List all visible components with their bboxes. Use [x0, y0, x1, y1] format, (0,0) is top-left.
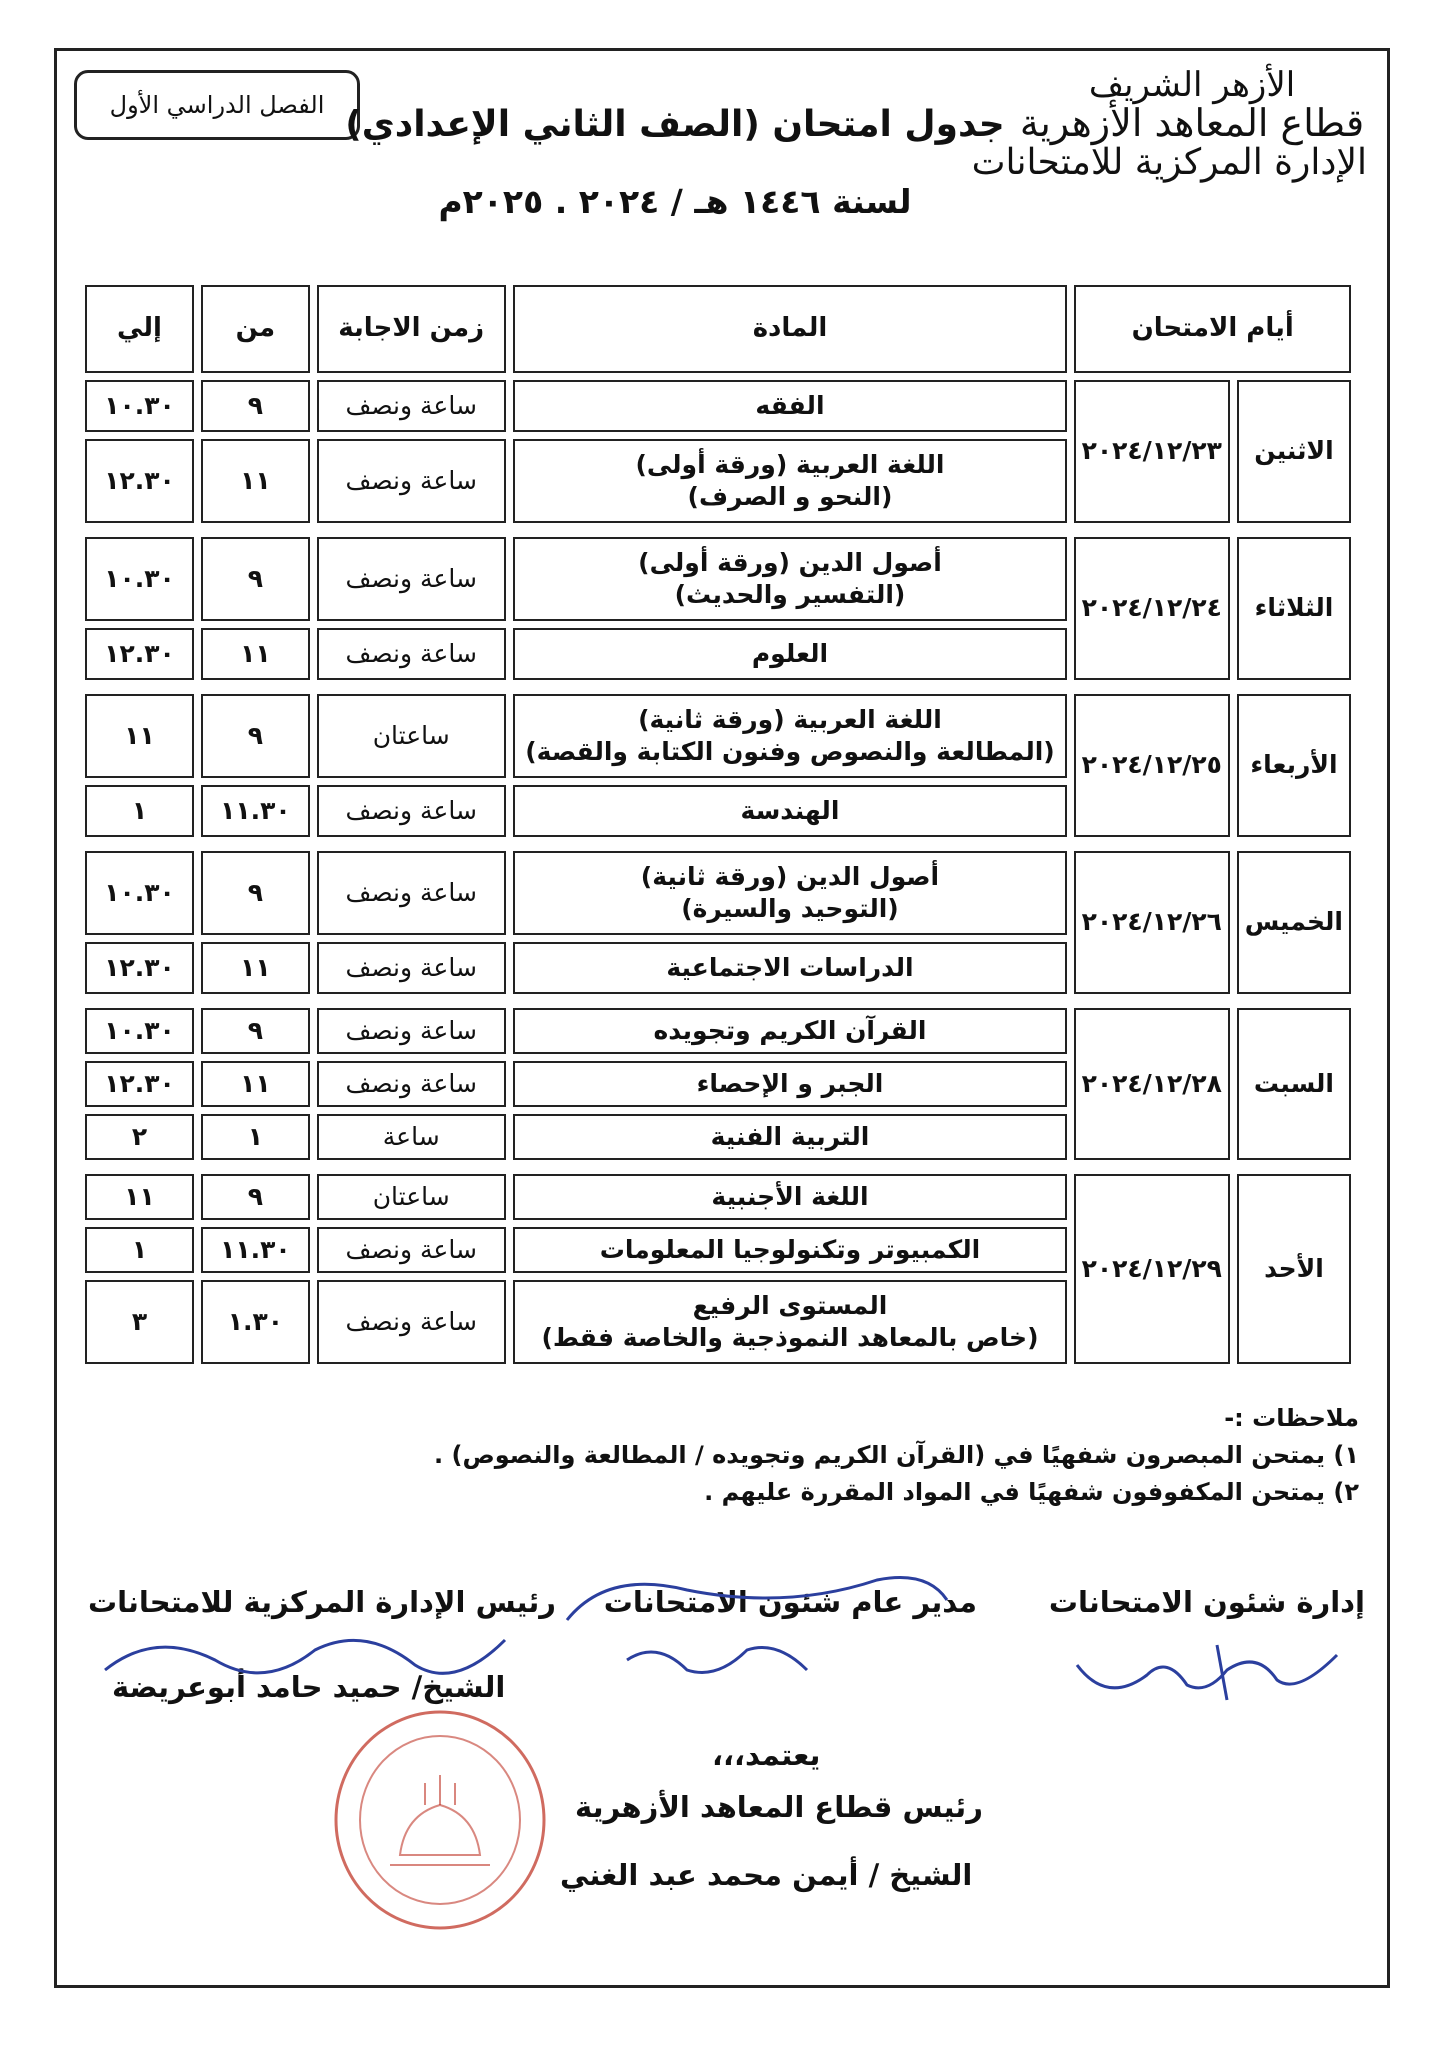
org-line: الإدارة المركزية للامتحانات — [971, 141, 1367, 183]
subject-cell — [513, 1061, 1068, 1107]
from-cell: ١.٣٠ — [201, 1280, 310, 1364]
from-cell: ٩ — [201, 694, 310, 778]
day-cell: السبت — [1237, 1008, 1351, 1160]
signature-scribble-icon — [95, 1620, 515, 1700]
subject-cell — [513, 380, 1068, 432]
to-cell: ١٢.٣٠ — [85, 1061, 194, 1107]
duration-cell: ساعة ونصف — [317, 851, 506, 935]
col-from-header: من — [201, 285, 310, 373]
exams-admin-label: إدارة شئون الامتحانات — [1048, 1585, 1365, 1619]
date-cell: ٢٠٢٤/١٢/٢٣ — [1074, 380, 1230, 523]
official-stamp-icon — [330, 1705, 550, 1935]
duration-cell: ساعة ونصف — [317, 439, 506, 523]
to-cell: ١٢.٣٠ — [85, 439, 194, 523]
notes-heading: ملاحظات :- — [1224, 1404, 1359, 1432]
duration-cell: ساعة — [317, 1114, 506, 1160]
central-head-name: الشيخ/ حميد حامد أبوعريضة — [112, 1670, 506, 1704]
sector-head-label: رئيس قطاع المعاهد الأزهرية — [575, 1790, 983, 1824]
subject-text: الدراسات الاجتماعية — [666, 952, 914, 982]
subject-detail: (النحو و الصرف) — [687, 482, 893, 511]
org-line: الأزهر الشريف — [1088, 65, 1296, 105]
day-group — [85, 851, 1351, 994]
subject-text: اللغة الأجنبية — [711, 1181, 869, 1211]
day-cell: الاثنين — [1237, 380, 1351, 523]
day-group — [85, 694, 1351, 837]
duration-cell: ساعة ونصف — [317, 1061, 506, 1107]
note-item: ٢) يمتحن المكفوفون شفهيًا في المواد المقررة عليهم . — [704, 1478, 1359, 1507]
duration-cell: ساعة ونصف — [317, 1008, 506, 1054]
semester-box: الفصل الدراسي الأول — [74, 70, 360, 140]
day-cell: الأربعاء — [1237, 694, 1351, 837]
duration-cell: ساعة ونصف — [317, 942, 506, 994]
duration-cell: ساعة ونصف — [317, 537, 506, 621]
from-cell: ١١ — [201, 439, 310, 523]
signature-scribble-icon — [1067, 1625, 1347, 1715]
table-row — [85, 1008, 1351, 1054]
academic-year: لسنة ١٤٤٦ هـ / ٢٠٢٤ . ٢٠٢٥م — [438, 182, 912, 221]
duration-cell: ساعة ونصف — [317, 1280, 506, 1364]
subject-cell — [513, 694, 1068, 778]
date-cell: ٢٠٢٤/١٢/٢٥ — [1074, 694, 1230, 837]
duration-cell: ساعتان — [317, 694, 506, 778]
table-row — [85, 380, 1351, 432]
org-line: قطاع المعاهد الأزهرية — [1019, 100, 1365, 145]
azhar-logo-text — [971, 65, 1367, 183]
col-subject-header: المادة — [513, 285, 1068, 373]
day-group — [85, 537, 1351, 680]
duration-cell: ساعة ونصف — [317, 1227, 506, 1273]
from-cell: ٩ — [201, 380, 310, 432]
subject-text: التربية الفنية — [710, 1121, 870, 1151]
from-cell: ١ — [201, 1114, 310, 1160]
note-item: ١) يمتحن المبصرون شفهيًا في (القرآن الكريم وتجويده / المطالعة والنصوص) . — [434, 1441, 1359, 1470]
from-cell: ٩ — [201, 537, 310, 621]
to-cell: ١٠.٣٠ — [85, 851, 194, 935]
day-cell: الخميس — [1237, 851, 1351, 994]
to-cell: ٣ — [85, 1280, 194, 1364]
central-head-label: رئيس الإدارة المركزية للامتحانات — [88, 1585, 556, 1619]
subject-detail: (خاص بالمعاهد النموذجية والخاصة فقط) — [541, 1323, 1039, 1352]
date-cell: ٢٠٢٤/١٢/٢٩ — [1074, 1174, 1230, 1364]
subject-cell — [513, 942, 1068, 994]
notes-section — [434, 1400, 1359, 1512]
to-cell: ١١ — [85, 694, 194, 778]
table-row — [85, 694, 1351, 778]
subject-cell — [513, 1008, 1068, 1054]
subject-cell — [513, 628, 1068, 680]
subject-cell — [513, 1114, 1068, 1160]
table-header-row — [85, 285, 1351, 373]
to-cell: ١٠.٣٠ — [85, 1008, 194, 1054]
duration-cell: ساعتان — [317, 1174, 506, 1220]
subject-text: القرآن الكريم وتجويده — [653, 1015, 927, 1045]
to-cell: ١ — [85, 1227, 194, 1273]
table-row — [85, 537, 1351, 621]
subject-text: الهندسة — [740, 795, 840, 825]
subject-detail: (التفسير والحديث) — [674, 580, 906, 609]
day-group — [85, 380, 1351, 523]
subject-text: الكمبيوتر وتكنولوجيا المعلومات — [599, 1234, 981, 1264]
subject-text: المستوى الرفيع — [692, 1290, 888, 1320]
duration-cell: ساعة ونصف — [317, 785, 506, 837]
to-cell: ١٢.٣٠ — [85, 942, 194, 994]
subject-cell — [513, 851, 1068, 935]
general-manager-label: مدير عام شئون الامتحانات — [603, 1585, 977, 1619]
from-cell: ٩ — [201, 1008, 310, 1054]
subject-text: أصول الدين (ورقة أولى) — [638, 547, 942, 577]
to-cell: ١٠.٣٠ — [85, 380, 194, 432]
subject-cell — [513, 1280, 1068, 1364]
subject-detail: (التوحيد والسيرة) — [681, 894, 899, 923]
signature-scribble-icon — [547, 1560, 967, 1700]
subject-text: اللغة العربية (ورقة أولى) — [635, 449, 945, 479]
to-cell: ١٠.٣٠ — [85, 537, 194, 621]
table-row — [85, 851, 1351, 935]
sector-head-name: الشيخ / أيمن محمد عبد الغني — [560, 1858, 973, 1892]
from-cell: ١١ — [201, 628, 310, 680]
subject-text: العلوم — [751, 638, 829, 668]
date-cell: ٢٠٢٤/١٢/٢٨ — [1074, 1008, 1230, 1160]
day-group — [85, 1174, 1351, 1364]
subject-detail: (المطالعة والنصوص وفنون الكتابة والقصة) — [525, 737, 1055, 766]
page-title: جدول امتحان (الصف الثاني الإعدادي) — [345, 104, 1005, 145]
day-cell: الأحد — [1237, 1174, 1351, 1364]
col-duration-header: زمن الاجابة — [317, 285, 506, 373]
subject-cell — [513, 537, 1068, 621]
day-group — [85, 1008, 1351, 1160]
duration-cell: ساعة ونصف — [317, 628, 506, 680]
subject-cell — [513, 439, 1068, 523]
to-cell: ٢ — [85, 1114, 194, 1160]
col-days-header: أيام الامتحان — [1074, 285, 1351, 373]
from-cell: ١١ — [201, 942, 310, 994]
to-cell: ١١ — [85, 1174, 194, 1220]
approve-label: يعتمد،،، — [712, 1738, 821, 1772]
subject-text: أصول الدين (ورقة ثانية) — [640, 861, 940, 891]
duration-cell: ساعة ونصف — [317, 380, 506, 432]
date-cell: ٢٠٢٤/١٢/٢٤ — [1074, 537, 1230, 680]
from-cell: ١١.٣٠ — [201, 1227, 310, 1273]
day-cell: الثلاثاء — [1237, 537, 1351, 680]
subject-text: اللغة العربية (ورقة ثانية) — [638, 704, 942, 734]
to-cell: ١٢.٣٠ — [85, 628, 194, 680]
from-cell: ٩ — [201, 851, 310, 935]
exam-schedule-table — [78, 278, 1358, 1371]
from-cell: ٩ — [201, 1174, 310, 1220]
subject-cell — [513, 1227, 1068, 1273]
from-cell: ١١.٣٠ — [201, 785, 310, 837]
subject-cell — [513, 785, 1068, 837]
table-row — [85, 1174, 1351, 1220]
subject-text: الجبر و الإحصاء — [696, 1068, 884, 1098]
from-cell: ١١ — [201, 1061, 310, 1107]
to-cell: ١ — [85, 785, 194, 837]
subject-cell — [513, 1174, 1068, 1220]
date-cell: ٢٠٢٤/١٢/٢٦ — [1074, 851, 1230, 994]
subject-text: الفقه — [755, 390, 825, 420]
col-to-header: إلي — [85, 285, 194, 373]
